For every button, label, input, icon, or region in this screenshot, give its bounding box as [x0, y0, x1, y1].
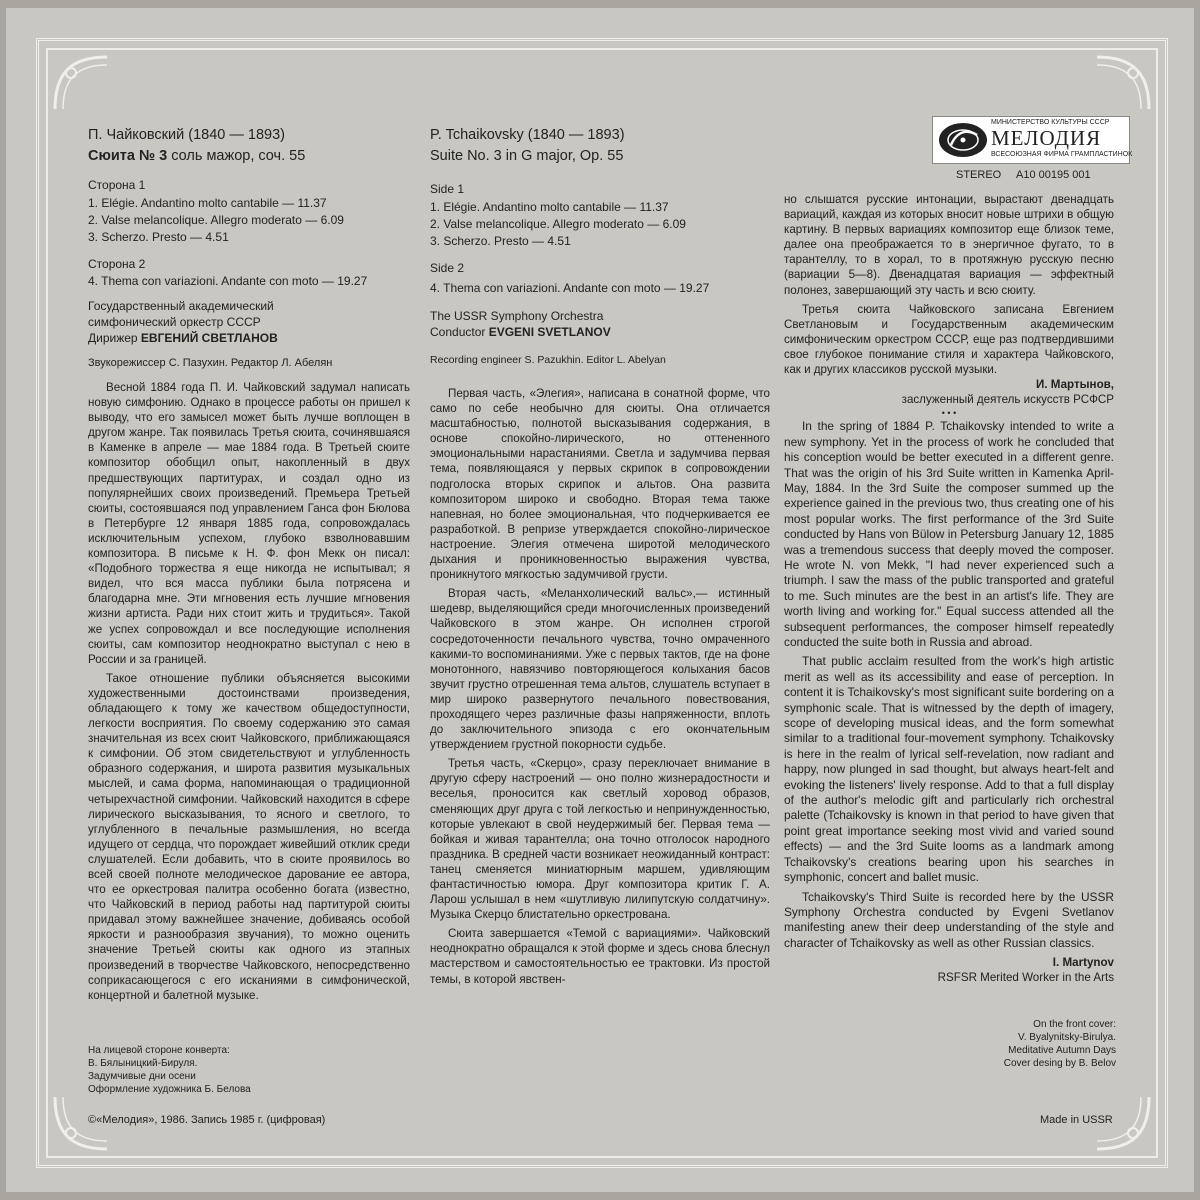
en-side-1: Side 1 [430, 182, 465, 196]
ru-side-2: Сторона 2 [88, 257, 146, 271]
ru-orchestra-2: симфонический оркестр СССР [88, 315, 261, 329]
en-track-1: 1. Elégie. Andantino molto cantabile — 11.37 [430, 200, 669, 214]
en-composer: P. Tchaikovsky (1840 — 1893) [430, 127, 625, 143]
ru-paragraph: Вторая часть, «Меланхолический вальс»,— истинный шедевр, выделяющийся среди многочисленных произведений Чайковского в этом жанре. Он исполнен строгой сосредоточенности печального чувства, точно омраченного какими-то воспоминаниями. Уже с первых тактов, где на фоне монотонного, навязчиво повторяющегося колыхания басов звучит грустно отрешенная тема альтов, слушатель вступает в мир широко развернутого печального повествования, проходящего через различные фазы напряженности, вплоть до заключительного эпизода с его окончательным утверждением грустной покорности судьбе. [430, 587, 770, 752]
en-side-2: Side 2 [430, 261, 465, 275]
en-conductor [430, 324, 611, 340]
ru-notes-column-2 [430, 386, 770, 987]
ru-cover-note-4: Оформление художника Б. Белова [88, 1084, 251, 1095]
ru-conductor [88, 330, 278, 346]
copyright: ©«Мелодия», 1986. Запись 1985 г. (цифровая) [88, 1114, 326, 1126]
ru-composer: П. Чайковский (1840 — 1893) [88, 127, 285, 143]
en-track-3: 3. Scherzo. Presto — 4.51 [430, 234, 571, 248]
en-track-4: 4. Thema con variazioni. Andante con moto — 19.27 [430, 281, 710, 295]
ru-notes-column-1 [88, 380, 410, 1003]
en-paragraph: That public acclaim resulted from the work's high artistic merit as well as its accessibility and ease of perception. In content it is Tchaikovsky's most significant suite bordering on a symphonic scale. That is witnessed by the depth of imagery, scope of developing musical ideas, and the form somewhat similar to a traditional four-movement symphony. Tchaikovsky is here in the realm of lyrical self-revelation, now radiant and happy, now plunged in sad thought, but always heart-felt and evoking the listeners' lively response. Add to that a full display of the author's melodic gift and particularly rich orchestral palette (Tchaikovsky is known in that period to have given that point great importance seeking most vivid and varied sound effects) — and the 3rd Suite looms as a landmark among Tchaikovsky's creations bearing upon his searches in symphonic, concert and ballet music. [784, 654, 1114, 885]
ru-work-bold: Сюита № 3 [88, 148, 168, 164]
ru-author: И. Мартынов, [1036, 378, 1114, 392]
stereo-label: STEREO [956, 169, 1002, 181]
ru-cover-note-1: На лицевой стороне конверта: [88, 1045, 230, 1056]
en-credits: Recording engineer S. Pazukhin. Editor L. Abelyan [430, 354, 666, 366]
en-paragraph: In the spring of 1884 P. Tchaikovsky intended to write a new symphony. Yet in the process of work he concluded that his conception would be better executed in a different genre. That was the origin of his 3rd Suite written in Kamenka April-May, 1884. In the 3rd Suite the composer summed up the experience gained in the previous two, thus creating one of his most popular works. The first performance of the 3rd Suite conducted by Hans von Bülow in Petersburg January 12, 1885 was a tremendous success that deeply moved the composer. He wrote N. von Mekk, "I had never experienced such a triumph. I saw the mass of the public transported and grateful to me. Such minutes are the best in an artist's life. They are worth living and working for." Equal success attended all the subsequent performances, the composer himself repeatedly conducted the suite both in Russia and abroad. [784, 419, 1114, 649]
made-in: Made in USSR [1040, 1114, 1113, 1126]
ru-cover-note-3: Задумчивые дни осени [88, 1071, 196, 1082]
en-author: I. Martynov [1052, 956, 1114, 970]
en-cover-note-4: Cover desing by B. Belov [1003, 1058, 1116, 1069]
ru-paragraph: Такое отношение публики объясняется высокими художественными достоинствами произведения, обладающего к тому же качеством общедоступности, легкости восприятия. По своему содержанию это самая значительная из всех сюит Чайковского, приближающаяся к симфонии. Об этом свидетельствуют и углубленность образного содержания, и широта развития музыкальных мыслей, и сама форма, напоминающая о традиционной четырехчастной симфонии. Чайковский находится в сфере лирического высказывания, то ясного и светлого, то углубленного в печальные размышления, но всегда идущего от сердца, что порождает живейший отклик среди слушателей. Если добавить, что в сюите проявилось во всей своей полноте мелодическое дарование ее автора, что ее оркестровая палитра особенно богата (известно, что Чайковский в период работы над партитурой сюиты придавал этому важнейшее значение, добиваясь особой яркости и разнообразия звучания), то можно оценить значение Третьей сюиты как одного из этапных произведений в творчестве Чайковского, непосредственно соприкасающегося с его исканиями в симфонической, концертной и балетной музыке. [88, 671, 410, 1002]
en-orchestra: The USSR Symphony Orchestra [430, 309, 604, 323]
en-track-2: 2. Valse melancolique. Allegro moderato — 6.09 [430, 217, 686, 231]
ru-paragraph: Сюита завершается «Темой с вариациями». Чайковский неоднократно обращался к этой форме и здесь снова блеснул мастерством и самостоятельностью ее трактовки. Из простой темы, в которой явствен- [430, 927, 770, 986]
notes-column-3 [784, 192, 1114, 985]
ru-paragraph: Третья сюита Чайковского записана Евгением Светлановым и Государственным академическим симфоническим оркестром СССР, еще раз подтвердившими свое глубокое понимание стиля и характера Чайковского, как и других классиков русской музыки. [784, 302, 1114, 377]
corner-ornament [1093, 53, 1153, 113]
en-conductor-name: EVGENI SVETLANOV [488, 325, 611, 339]
en-conductor-label: Conductor [430, 325, 489, 339]
ru-work-rest: соль мажор, соч. 55 [167, 148, 306, 164]
en-paragraph: Tchaikovsky's Third Suite is recorded here by the USSR Symphony Orchestra conducted by Evgeni Svetlanov manifesting anew their deep understanding of the style and character of Tchaikovsky as well as other Russian classics. [784, 889, 1114, 950]
ru-paragraph: но слышатся русские интонации, вырастают двенадцать вариаций, каждая из которых вносит новые штрихи в общую картину. В первых вариациях композитор еще близок теме, далее она преображается то в энергичное фугато, то в тарантеллу, то в хорал, то в протяжную русскую песню (вариации 5—8). Двенадцатая вариация — эффектный полонез, завершающий эту часть и всю сюиту. [784, 193, 1114, 297]
ru-track-2: 2. Valse melancolique. Allegro moderato — 6.09 [88, 213, 344, 227]
logo-name: МЕЛОДИЯ [991, 126, 1102, 150]
en-author-title: RSFSR Merited Worker in the Arts [937, 971, 1114, 985]
section-divider-dots: • • • [941, 408, 957, 419]
record-disc-icon [937, 121, 989, 159]
ru-paragraph: Весной 1884 года П. И. Чайковский задумал написать новую симфонию. Однако в процессе работы он пришел к выводу, что его замысел может быть лучше воплощен в другом жанре. Так появилась Третья сюита, сочинявшаяся в Каменке в апреле — мае 1884 года. В Третьей сюите композитор обобщил опыт, накопленный в двух предшествующих партитурах, и создал одно из популярнейших своих произведений. Премьера Третьей сюиты, состоявшаяся под управлением Ганса фон Бюлова в Петербурге 12 января 1885 года, сопровождалась исключительным успехом, глубоко взволновавшим композитора. В письме к Н. Ф. фон Мекк он писал: «Подобного торжества я еще никогда не испытывал; я видел, что вся масса публики была потрясена и благодарна мне. Эти мгновения есть лучшие мгновения жизни артиста. Ради них стоит жить и трудиться». Такой же успех сопровождал и все последующие исполнения сюиты, сам композитор неоднократно выступал с нею в России и за границей. [88, 381, 410, 666]
ru-cover-note-2: В. Бялыницкий-Бируля. [88, 1058, 198, 1069]
melodiya-logo [932, 116, 1133, 164]
ru-work-title [88, 147, 305, 166]
ru-paragraph: Третья часть, «Скерцо», сразу переключает внимание в другую сферу настроений — оно полно жизнерадостности и веселья, проносится как светлый хоровод образов, сменяющих друг друга с той легкостью и непринужденностью, которые увлекают в свой неудержимый бег. Первая тема — бойкая и живая тарантелла; она точно отголосок народного праздника. В средней части возникает неожиданный контраст: танец сменяется миниатюрным маршем, удивляющим фантастичностью юмора. Друг композитора критик Г. А. Ларош услышал в нем «шутливую лилипутскую солдатчину». Музыка Скерцо блистательно оркестрована. [430, 757, 770, 922]
ru-orchestra-1: Государственный академический [88, 299, 274, 313]
en-work-title: Suite No. 3 in G major, Op. 55 [430, 148, 624, 164]
ru-credits: Звукорежиссер С. Пазухин. Редактор Л. Абелян [88, 357, 333, 369]
ru-author-title: заслуженный деятель искусств РСФСР [901, 393, 1114, 407]
ru-conductor-label: Дирижер [88, 331, 141, 345]
en-cover-note-3: Meditative Autumn Days [1008, 1045, 1116, 1056]
logo-firm: ВСЕСОЮЗНАЯ ФИРМА ГРАМПЛАСТИНОК [991, 151, 1133, 158]
logo-ministry: МИНИСТЕРСТВО КУЛЬТУРЫ СССР [991, 119, 1110, 126]
ru-side-1: Сторона 1 [88, 178, 146, 192]
en-cover-note-2: V. Byalynitsky-Birulya. [1018, 1032, 1116, 1043]
ru-track-3: 3. Scherzo. Presto — 4.51 [88, 230, 229, 244]
en-cover-note-1: On the front cover: [1033, 1019, 1116, 1030]
ru-track-1: 1. Elégie. Andantino molto cantabile — 11.37 [88, 196, 327, 210]
catalog-number: А10 00195 001 [1016, 169, 1091, 181]
corner-ornament [51, 53, 111, 113]
ru-track-4: 4. Thema con variazioni. Andante con moto — 19.27 [88, 274, 368, 288]
ru-paragraph: Первая часть, «Элегия», написана в сонатной форме, что само по себе необычно для сюиты. Она отличается масштабностью, полнотой высказывания содержания, в основе спокойно-лирического, но оттененного эмоциональными нарастаниями. Светла и задумчива первая тема, появляющаяся у первых скрипок в сопровождении подголоска вторых скрипок и альтов. Она развита композитором широко и свободно. Вторая тема также напевная, но более эмоциональная, что подчеркивается ее разработкой. В репризе утверждается спокойно-лирическое настроение. Элегия отмечена широтой мелодического дыхания и проникновенностью выражения чувства, проникнутого мягкостью задумчивой грусти. [430, 387, 770, 582]
ru-conductor-name: ЕВГЕНИЙ СВЕТЛАНОВ [140, 331, 278, 345]
